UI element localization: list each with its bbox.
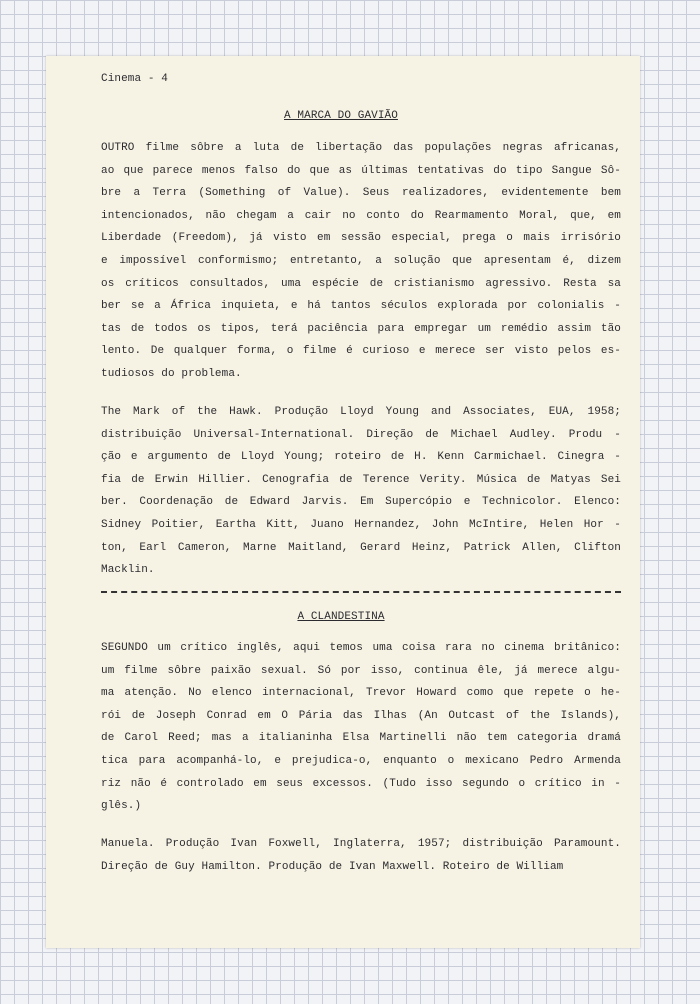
text-line: fia de Erwin Hillier. Cenografia de Terence Verity. Música de Matyas Sei	[101, 473, 621, 486]
paragraph-clandestina-review	[101, 637, 621, 818]
text-line: tas de todos os tipos, terá paciência para empregar um remédio assim tão	[101, 322, 621, 335]
text-line: tica para acompanhá-lo, e prejudica-o, enquanto o mexicano Pedro Armenda	[101, 754, 621, 767]
text-line: ma atenção. No elenco internacional, Trevor Howard como que repete o he-	[101, 687, 621, 700]
text-line: um filme sôbre paixão sexual. Só por isso, continua êle, já merece algu-	[101, 664, 621, 677]
text-line: Liberdade (Freedom), já visto em sessão especial, prega o mais irrisório	[101, 232, 621, 245]
text-line: Direção de Guy Hamilton. Produção de Ivan Maxwell. Roteiro de William	[101, 860, 564, 873]
text-line: Manuela. Produção Ivan Foxwell, Inglaterra, 1957; distribuição Paramount.	[101, 838, 621, 850]
text-line: rói de Joseph Conrad em O Pária das Ilhas (An Outcast of the Islands),	[101, 709, 621, 722]
text-line: os críticos consultados, uma espécie de cristianismo agressivo. Resta sa	[101, 277, 621, 290]
article-title-clandestina: A CLANDESTINA	[297, 611, 385, 623]
text-line: distribuição Universal-International. Direção de Michael Audley. Produ -	[101, 428, 621, 441]
paragraph-marca-credits	[101, 401, 621, 582]
text-line: OUTRO filme sôbre a luta de libertação das populações negras africanas,	[101, 142, 621, 154]
text-line: ber se a África inquieta, e há tantos séculos explorada por colonialis -	[101, 300, 621, 313]
text-line: glês.)	[101, 800, 142, 813]
text-line: e impossível conformismo; entretanto, a solução que apresentam é, dizem	[101, 254, 621, 267]
text-line: ber. Coordenação de Edward Jarvis. Em Supercópio e Technicolor. Elenco:	[101, 496, 621, 509]
text-line: ton, Earl Cameron, Marne Maitland, Gerard Heinz, Patrick Allen, Clifton	[101, 541, 621, 554]
text-line: ao que parece menos falso do que as últimas tentativas do tipo Sangue Sô-	[101, 164, 621, 177]
text-line: riz não é controlado em seus excessos. (Tudo isso segundo o crítico in -	[101, 777, 621, 790]
text-line: Macklin.	[101, 564, 155, 577]
text-line: lento. De qualquer forma, o filme é curioso e merece ser visto pelos es-	[101, 345, 621, 358]
text-line: tudiosos do problema.	[101, 367, 242, 380]
article-title-marca-do-gaviao: A MARCA DO GAVIÃO	[284, 110, 398, 122]
text-line: bre a Terra (Something of Value). Seus realizadores, evidentemente bem	[101, 187, 621, 200]
section-divider	[101, 591, 621, 593]
text-line: SEGUNDO um crítico inglês, aqui temos uma coisa rara no cinema britânico:	[101, 642, 621, 654]
text-line: Sidney Poitier, Eartha Kitt, Juano Hernandez, John McIntire, Helen Hor -	[101, 518, 621, 531]
page-header: Cinema - 4	[101, 73, 169, 85]
text-line: ção e argumento de Lloyd Young; roteiro de H. Kenn Carmichael. Cinegra -	[101, 451, 621, 464]
text-line: intencionados, não chegam a cair no conto do Rearmamento Moral, que, em	[101, 209, 621, 222]
paragraph-manuela-credits	[101, 833, 621, 878]
text-line: de Carol Reed; mas a italianinha Elsa Martinelli não tem categoria dramá	[101, 732, 621, 745]
paragraph-marca-review	[101, 137, 621, 386]
text-line: The Mark of the Hawk. Produção Lloyd Young and Associates, EUA, 1958;	[101, 406, 621, 418]
